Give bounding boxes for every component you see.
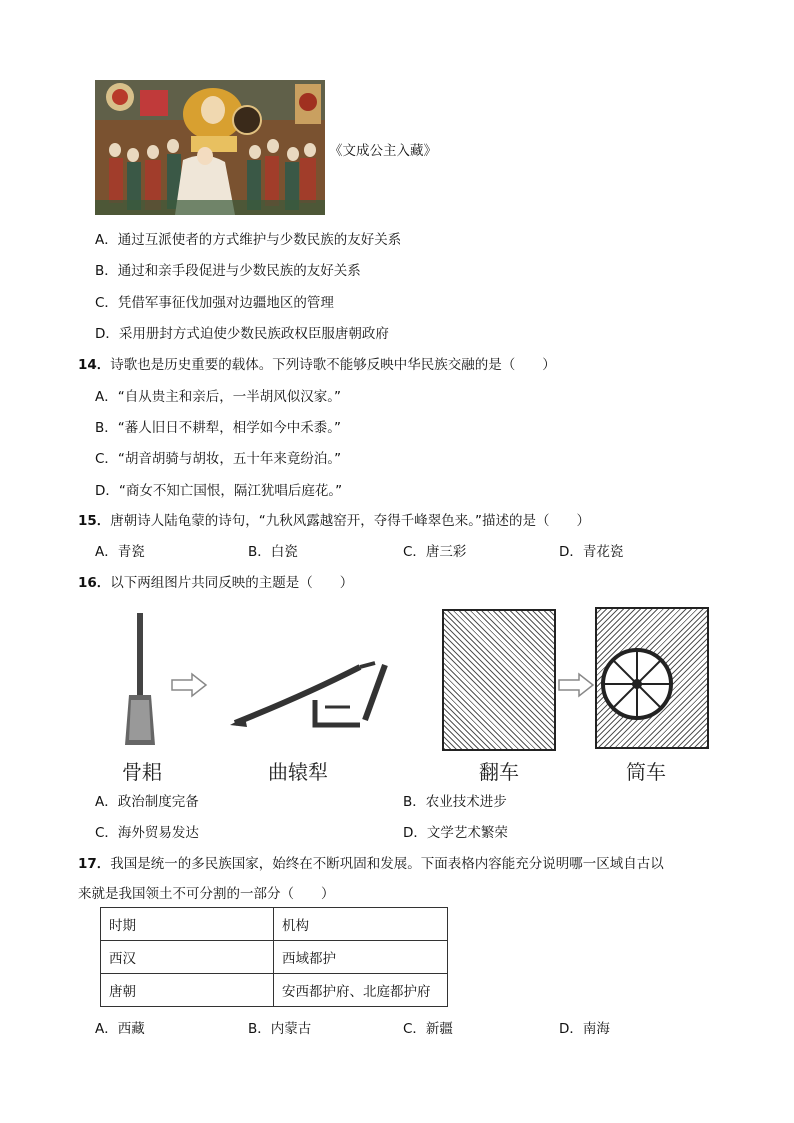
question-15 <box>78 509 590 529</box>
question-number: 15． <box>78 513 111 529</box>
table-header-cell: 机构 <box>274 908 448 941</box>
image-label-curved-plow: 曲辕犁 <box>268 760 328 784</box>
question-stem: 唐朝诗人陆龟蒙的诗句，“九秋风露越窑开，夺得千峰翠色来。”描述的是（ ） <box>110 513 591 529</box>
q17-option-b[interactable]: B．内蒙古 <box>248 1021 312 1037</box>
q17-option-d[interactable]: D．南海 <box>559 1021 610 1037</box>
curved-plow-image <box>225 655 400 735</box>
q16-option-a[interactable]: A．政治制度完备 <box>95 794 199 810</box>
q13-option-d[interactable]: D．采用册封方式迫使少数民族政权臣服唐朝政府 <box>95 326 389 342</box>
q15-option-d[interactable]: D．青花瓷 <box>559 544 624 560</box>
question-number: 16． <box>78 575 111 591</box>
question-stem: 以下两组图片共同反映的主题是（ ） <box>110 575 354 591</box>
table-cell: 西汉 <box>101 941 274 974</box>
q14-option-a[interactable]: A．“自从贵主和亲后，一半胡风似汉家。” <box>95 389 341 405</box>
tube-waterwheel-image <box>595 607 709 749</box>
q16-option-c[interactable]: C．海外贸易发达 <box>95 825 199 841</box>
question-stem-line1: 我国是统一的多民族国家，始终在不断巩固和发展。下面表格内容能充分说明哪一区域自古以 <box>110 856 664 872</box>
q16-option-d[interactable]: D．文学艺术繁荣 <box>403 825 508 841</box>
q14-option-c[interactable]: C．“胡音胡骑与胡妆，五十年来竟纷泊。” <box>95 451 342 467</box>
image-label-tube-waterwheel: 筒车 <box>626 760 666 784</box>
question-stem: 诗歌也是历史重要的载体。下列诗歌不能够反映中华民族交融的是（ ） <box>110 357 556 373</box>
q13-option-b[interactable]: B．通过和亲手段促进与少数民族的友好关系 <box>95 263 361 279</box>
question-stem-line2: 来就是我国领土不可分割的一部分（ ） <box>78 886 335 902</box>
q14-option-d[interactable]: D．“商女不知亡国恨，隔江犹唱后庭花。” <box>95 483 343 499</box>
q14-option-b[interactable]: B．“蕃人旧日不耕犁，相学如今中禾黍。” <box>95 420 341 436</box>
table-cell: 安西都护府、北庭都护府 <box>274 974 448 1007</box>
arrow-right-icon <box>557 672 595 698</box>
table-row <box>101 941 448 974</box>
q15-option-a[interactable]: A．青瓷 <box>95 544 145 560</box>
table-cell: 唐朝 <box>101 974 274 1007</box>
question-number: 17． <box>78 856 111 872</box>
q13-option-c[interactable]: C．凭借军事征伐加强对边疆地区的管理 <box>95 295 334 311</box>
table-cell: 西域都护 <box>274 941 448 974</box>
table-row <box>101 974 448 1007</box>
image-label-dragon-bone-waterwheel: 翻车 <box>479 760 519 784</box>
arrow-right-icon <box>170 672 208 698</box>
wencheng-princess-mural-image <box>95 80 325 215</box>
image-label-bone-spade: 骨耜 <box>122 760 162 784</box>
table-header-row <box>101 908 448 941</box>
question-17 <box>78 852 664 872</box>
table-header-cell: 时期 <box>101 908 274 941</box>
q17-option-c[interactable]: C．新疆 <box>403 1021 453 1037</box>
q15-option-b[interactable]: B．白瓷 <box>248 544 298 560</box>
q13-option-a[interactable]: A．通过互派使者的方式维护与少数民族的友好关系 <box>95 232 402 248</box>
question-number: 14． <box>78 357 111 373</box>
institution-table <box>100 907 448 1007</box>
bone-spade-image <box>115 605 175 750</box>
dragon-bone-waterwheel-image <box>442 609 556 751</box>
q17-option-a[interactable]: A．西藏 <box>95 1021 145 1037</box>
question-16 <box>78 571 353 591</box>
mural-caption: 《文成公主入藏》 <box>329 143 437 159</box>
q16-option-b[interactable]: B．农业技术进步 <box>403 794 507 810</box>
q15-option-c[interactable]: C．唐三彩 <box>403 544 467 560</box>
question-14 <box>78 353 556 373</box>
